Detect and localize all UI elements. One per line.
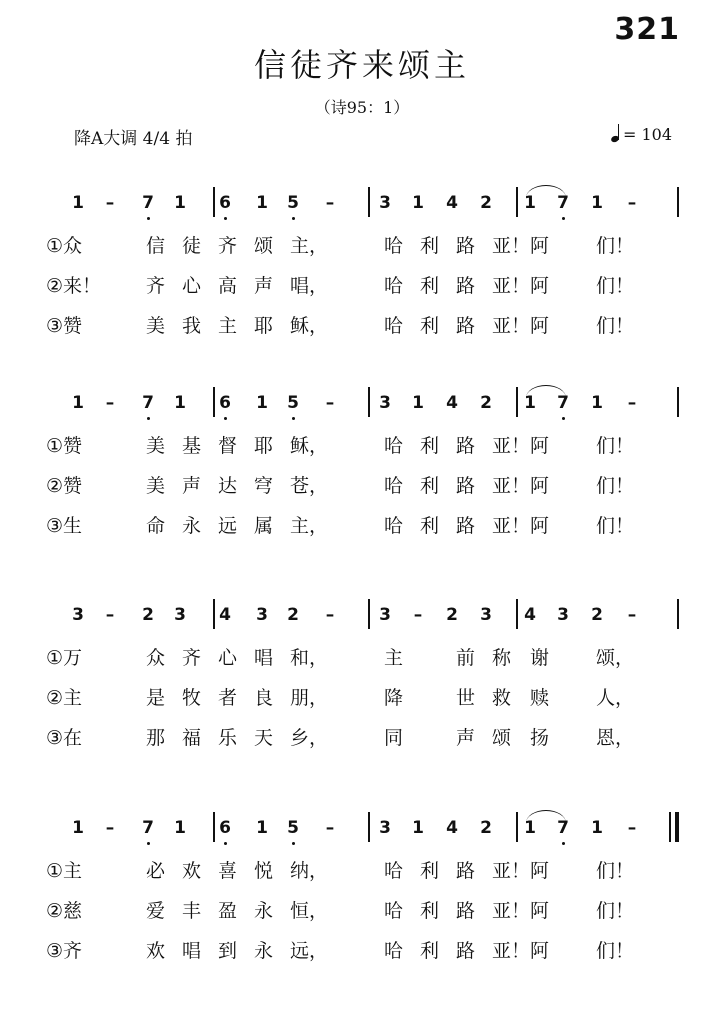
lyric-syllable: 耶 [254,315,274,337]
lyric-syllable: 主 [384,647,404,669]
note: – [413,605,423,625]
lyric-syllable: 声 [254,275,274,297]
lyric-syllable: 路 [456,235,476,257]
lyric-syllable: 利 [420,275,440,297]
lyric-syllable: 爱 [146,900,166,922]
lyric-syllable: 永 [254,900,274,922]
lyric-syllable: 天 [254,727,274,749]
lyric-syllable: 美 [146,435,166,457]
note: 3 [480,605,492,625]
lyric-syllable: ③生 [46,515,83,537]
lyric-syllable: 和， [290,647,329,669]
music-system [0,185,724,375]
final-barline [675,812,679,842]
lyric-row-verse-3 [0,511,724,547]
lyric-row-verse-2 [0,683,724,719]
lyric-syllable: 亚！ [492,515,531,537]
tie-arc [526,385,566,398]
lyric-syllable: ①众 [46,235,83,257]
lyric-syllable: 乐 [218,727,238,749]
barline [213,387,215,417]
lyric-syllable: 利 [420,475,440,497]
lyric-syllable: 哈 [384,940,404,962]
lyric-syllable: 哈 [384,860,404,882]
low-octave-dot [562,217,565,220]
lyric-syllable: 扬 [530,727,550,749]
lyric-syllable: 命 [146,515,166,537]
final-barline-thin [669,812,671,842]
music-system [0,810,724,1000]
notes-row [0,385,724,425]
barline [677,387,679,417]
lyric-row-verse-3 [0,723,724,759]
lyric-syllable: 朋， [290,687,329,709]
lyric-syllable: 乡， [290,727,329,749]
lyric-syllable: 欢 [182,860,202,882]
note: – [325,605,335,625]
barline [516,599,518,629]
lyric-syllable: 稣， [290,435,329,457]
note: – [325,818,335,838]
lyric-syllable: 基 [182,435,202,457]
note: 7 [553,393,573,413]
note: 1 [412,393,424,413]
lyric-syllable: 路 [456,435,476,457]
lyric-syllable: 唱， [290,275,329,297]
note: 4 [219,605,231,625]
note: 2 [480,818,492,838]
note: 1 [412,193,424,213]
note: 3 [72,605,84,625]
lyric-syllable: 们！ [596,515,635,537]
lyric-syllable: 颂 [254,235,274,257]
lyric-syllable: 那 [146,727,166,749]
note: – [627,605,637,625]
lyric-syllable: 亚！ [492,315,531,337]
note: 1 [524,193,536,213]
lyric-syllable: 信 [146,235,166,257]
lyric-syllable: 纳， [290,860,329,882]
lyric-syllable: 心 [182,275,202,297]
lyric-syllable: 阿 [530,860,550,882]
lyric-syllable: ①主 [46,860,83,882]
low-octave-dot [292,417,295,420]
lyric-syllable: 牧 [182,687,202,709]
lyric-syllable: 到 [218,940,238,962]
note: 7 [138,393,158,413]
barline [368,387,370,417]
lyric-syllable: 者 [218,687,238,709]
lyric-syllable: 恩， [596,727,635,749]
lyric-syllable: 徒 [182,235,202,257]
barline [213,187,215,217]
lyric-syllable: 路 [456,515,476,537]
lyric-syllable: 远， [290,940,329,962]
lyric-syllable: 主， [290,235,329,257]
note: 2 [480,393,492,413]
lyric-syllable: 们！ [596,940,635,962]
lyric-syllable: 救 [492,687,512,709]
barline [516,812,518,842]
note: 6 [215,393,235,413]
note: 4 [524,605,536,625]
lyric-syllable: 世 [456,687,476,709]
lyric-syllable: 阿 [530,275,550,297]
note: 1 [256,818,268,838]
lyric-syllable: 阿 [530,900,550,922]
note: – [105,193,115,213]
lyric-syllable: 耶 [254,435,274,457]
lyric-syllable: 恒， [290,900,329,922]
scripture-reference: （诗95：1） [314,98,410,117]
lyric-syllable: 督 [218,435,238,457]
note: 1 [72,818,84,838]
lyric-syllable: 齐 [182,647,202,669]
lyric-syllable: 穹 [254,475,274,497]
lyric-syllable: 利 [420,435,440,457]
notes-row [0,810,724,850]
note: 3 [256,605,268,625]
note: 1 [256,393,268,413]
lyric-syllable: ③赞 [46,315,83,337]
lyric-syllable: 喜 [218,860,238,882]
low-octave-dot [224,842,227,845]
lyric-syllable: 丰 [182,900,202,922]
note: 3 [174,605,186,625]
lyric-syllable: 远 [218,515,238,537]
lyric-syllable: 唱 [182,940,202,962]
note: 5 [283,818,303,838]
lyric-syllable: ③在 [46,727,83,749]
lyric-syllable: 众 [146,647,166,669]
lyric-syllable: 我 [182,315,202,337]
note: 4 [446,818,458,838]
barline [516,387,518,417]
note: – [105,818,115,838]
lyric-syllable: 谢 [530,647,550,669]
note: 1 [174,818,186,838]
note: 3 [379,605,391,625]
lyric-syllable: ②主 [46,687,83,709]
lyric-syllable: 盈 [218,900,238,922]
notes-row [0,597,724,637]
low-octave-dot [292,842,295,845]
lyric-syllable: 们！ [596,900,635,922]
hymn-number: 321 [614,12,680,47]
note: 4 [446,193,458,213]
note: 3 [379,818,391,838]
barline [368,812,370,842]
lyric-syllable: 亚！ [492,275,531,297]
lyric-row-verse-3 [0,311,724,347]
lyric-syllable: 高 [218,275,238,297]
lyric-syllable: 们！ [596,860,635,882]
lyric-syllable: 属 [254,515,274,537]
note: 5 [283,193,303,213]
note: 3 [379,193,391,213]
lyric-syllable: 降 [384,687,404,709]
key-and-time-signature: 降A大调 4/4 拍 [74,129,193,149]
note: 1 [174,393,186,413]
note: – [325,393,335,413]
note: 2 [446,605,458,625]
lyric-syllable: 哈 [384,435,404,457]
lyric-row-verse-1 [0,231,724,267]
lyric-row-verse-2 [0,471,724,507]
lyric-row-verse-1 [0,643,724,679]
lyric-syllable: 永 [182,515,202,537]
note: – [105,605,115,625]
low-octave-dot [224,217,227,220]
lyric-syllable: 利 [420,515,440,537]
lyric-syllable: 齐 [218,235,238,257]
low-octave-dot [292,217,295,220]
lyric-syllable: 们！ [596,435,635,457]
lyric-syllable: 欢 [146,940,166,962]
lyric-syllable: 路 [456,275,476,297]
lyric-syllable: 们！ [596,315,635,337]
lyric-syllable: 阿 [530,315,550,337]
lyric-syllable: 阿 [530,435,550,457]
lyric-syllable: 称 [492,647,512,669]
lyric-syllable: 路 [456,475,476,497]
lyric-syllable: 哈 [384,275,404,297]
note: 1 [72,393,84,413]
lyric-syllable: 悦 [254,860,274,882]
lyric-syllable: 唱 [254,647,274,669]
lyric-syllable: ②赞 [46,475,83,497]
lyric-syllable: 路 [456,315,476,337]
barline [677,187,679,217]
note: 3 [557,605,569,625]
note: – [627,393,637,413]
lyric-syllable: 哈 [384,235,404,257]
lyric-syllable: 利 [420,315,440,337]
note: 1 [412,818,424,838]
lyric-syllable: 哈 [384,475,404,497]
lyric-syllable: 们！ [596,475,635,497]
lyric-syllable: 颂 [492,727,512,749]
lyric-syllable: 阿 [530,475,550,497]
hymn-title: 信徒齐来颂主 [253,46,470,84]
note: 6 [215,818,235,838]
lyric-syllable: 声 [182,475,202,497]
note: 1 [256,193,268,213]
note: 3 [379,393,391,413]
lyric-syllable: 亚！ [492,435,531,457]
lyric-syllable: 永 [254,940,274,962]
tempo-value: = 104 [622,125,672,144]
note: 2 [591,605,603,625]
lyric-syllable: 人， [596,687,635,709]
lyric-syllable: 美 [146,315,166,337]
note: 1 [524,393,536,413]
quarter-note-icon [611,124,623,142]
note: 7 [138,193,158,213]
note: – [627,193,637,213]
lyric-syllable: 前 [456,647,476,669]
lyric-syllable: 赎 [530,687,550,709]
note: 1 [591,193,603,213]
lyric-syllable: 苍， [290,475,329,497]
lyric-syllable: 哈 [384,315,404,337]
note: 1 [591,818,603,838]
lyric-syllable: 利 [420,235,440,257]
notes-row [0,185,724,225]
lyric-syllable: 颂， [596,647,635,669]
music-system [0,385,724,575]
low-octave-dot [562,417,565,420]
lyric-syllable: 路 [456,860,476,882]
note: 2 [142,605,154,625]
lyric-syllable: 利 [420,900,440,922]
note: 5 [283,393,303,413]
note: 7 [553,818,573,838]
note: 2 [287,605,299,625]
lyric-row-verse-2 [0,896,724,932]
lyric-syllable: 福 [182,727,202,749]
lyric-syllable: 哈 [384,900,404,922]
lyric-syllable: 阿 [530,940,550,962]
lyric-syllable: 齐 [146,275,166,297]
lyric-syllable: 声 [456,727,476,749]
low-octave-dot [147,417,150,420]
lyric-row-verse-1 [0,431,724,467]
lyric-syllable: 亚！ [492,475,531,497]
lyric-syllable: 们！ [596,275,635,297]
barline [677,599,679,629]
lyric-syllable: 路 [456,900,476,922]
lyric-syllable: ②来！ [46,275,102,297]
tie-arc [526,185,566,198]
lyric-syllable: 阿 [530,235,550,257]
lyric-row-verse-1 [0,856,724,892]
lyric-syllable: 是 [146,687,166,709]
note: 1 [591,393,603,413]
lyric-syllable: ①万 [46,647,83,669]
note: – [325,193,335,213]
lyric-syllable: 主， [290,515,329,537]
lyric-syllable: 利 [420,940,440,962]
lyric-row-verse-2 [0,271,724,307]
low-octave-dot [147,842,150,845]
lyric-syllable: 同 [384,727,404,749]
lyric-syllable: 亚！ [492,860,531,882]
note: 1 [174,193,186,213]
lyric-syllable: 良 [254,687,274,709]
note: 7 [138,818,158,838]
barline [213,599,215,629]
tie-arc [526,810,566,823]
lyric-syllable: 心 [218,647,238,669]
low-octave-dot [224,417,227,420]
lyric-row-verse-3 [0,936,724,972]
note: – [627,818,637,838]
barline [516,187,518,217]
barline [213,812,215,842]
lyric-syllable: ③齐 [46,940,83,962]
barline [368,599,370,629]
lyric-syllable: 主 [218,315,238,337]
note: 2 [480,193,492,213]
lyric-syllable: 达 [218,475,238,497]
lyric-syllable: 亚！ [492,940,531,962]
lyric-syllable: 们！ [596,235,635,257]
lyric-syllable: 哈 [384,515,404,537]
music-system [0,597,724,787]
lyric-syllable: ②慈 [46,900,83,922]
lyric-syllable: 稣， [290,315,329,337]
lyric-syllable: 阿 [530,515,550,537]
note: – [105,393,115,413]
lyric-syllable: 路 [456,940,476,962]
lyric-syllable: 美 [146,475,166,497]
note: 6 [215,193,235,213]
note: 4 [446,393,458,413]
note: 1 [72,193,84,213]
low-octave-dot [562,842,565,845]
lyric-syllable: ①赞 [46,435,83,457]
tempo-marking [611,124,672,144]
lyric-syllable: 利 [420,860,440,882]
lyric-syllable: 亚！ [492,900,531,922]
note: 7 [553,193,573,213]
note: 1 [524,818,536,838]
lyric-syllable: 亚！ [492,235,531,257]
low-octave-dot [147,217,150,220]
lyric-syllable: 必 [146,860,166,882]
barline [368,187,370,217]
